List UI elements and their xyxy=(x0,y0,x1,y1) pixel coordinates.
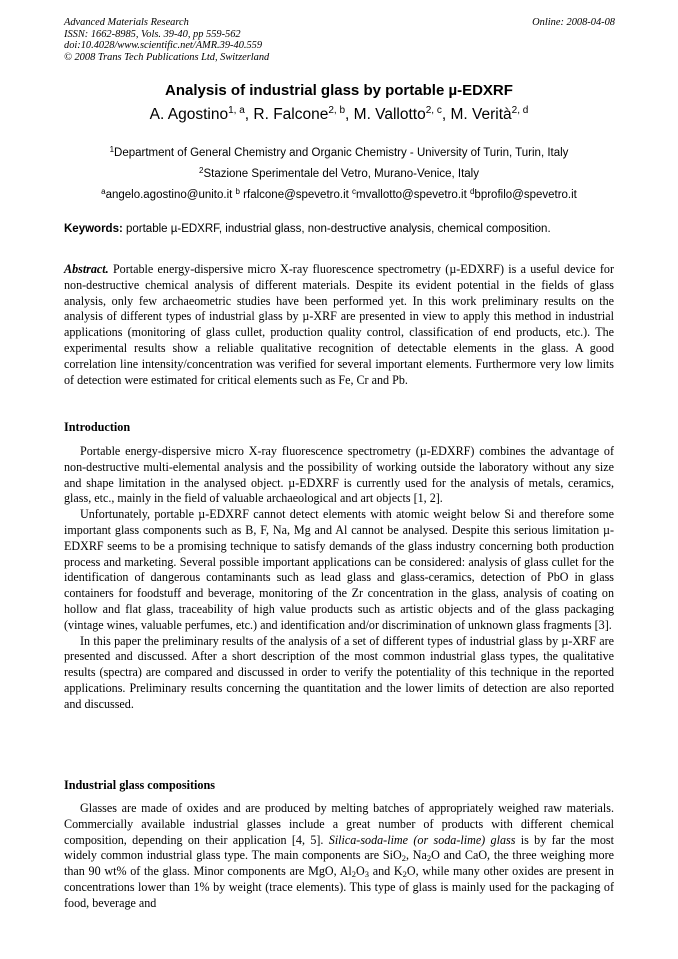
email-address[interactable]: bprofilo@spevetro.it xyxy=(474,189,577,201)
author-list xyxy=(64,104,614,126)
email-mark: c xyxy=(352,187,357,196)
email-mark: a xyxy=(101,187,106,196)
email-mark: d xyxy=(469,187,475,196)
author-name: A. Agostino xyxy=(149,106,229,123)
text-run: O xyxy=(356,864,365,879)
affiliation-1 xyxy=(64,146,614,160)
compositions-body xyxy=(64,801,614,912)
journal-name: Advanced Materials Research xyxy=(64,17,189,28)
compositions-heading: Industrial glass compositions xyxy=(64,778,216,792)
subscript: 2 xyxy=(351,869,357,880)
email-address[interactable]: rfalcone@spevetro.it xyxy=(239,189,353,201)
author-name: M. Vallotto xyxy=(353,106,426,123)
text-run: and K xyxy=(369,864,403,879)
affiliation-text: Department of General Chemistry and Organic Chemistry - University of Turin, Turin, Italy xyxy=(114,147,569,159)
subscript: 3 xyxy=(364,869,370,880)
text-run: O, while many other oxides are present in concentrations lower than 1% by weight (trace elements). This type of glass is mainly used for the packaging of food, beverage and xyxy=(64,864,614,910)
keywords-text: portable µ-EDXRF, industrial glass, non-destructive analysis, chemical composition. xyxy=(122,223,551,235)
subscript: 2 xyxy=(426,853,432,864)
paragraph: In this paper the preliminary results of the analysis of a set of different types of industrial glass by µ-XRF are presented and discussed. After a short description of the most common industrial glass types, the qualitative results (spectra) are compared and discussed in order to verify the potentiality of this technique in the reported applications. Preliminary results concerning the quantitation and the lower limits of detection are also reported and discussed. xyxy=(64,633,614,711)
text-run: Glasses are made of oxides and are produced by melting batches of appropriately weighed raw materials. Commercially available industrial glasses include a great number of products with different chemical composition, depending on their application [4, 5]. xyxy=(64,801,614,847)
author-name: M. Verità xyxy=(450,106,512,123)
email-mark: b xyxy=(235,187,240,196)
abstract-text: Portable energy-dispersive micro X-ray fluorescence spectrometry (µ-EDXRF) is a useful device for non-destructive chemical analysis of different materials. Despite its evident potential in the fields of glass analysis, only few archaeometric studies have been performed yet. In this work preliminary results on the analysis of different types of industrial glass by µ-XRF are presented in view to apply this method in industrial applications (monitoring of glass cullet, production quality control, classification of end products, etc.). The experimental results show a reliable qualitative recognition of detectable elements in the glass. A good correlation line intensity/concentration was verified for several important elements. Furthermore very low limits of detection were estimated for critical elements such as Fe, Cr and Pb. xyxy=(64,262,614,387)
issn-line: ISSN: 1662-8985, Vols. 39-40, pp 559-562 xyxy=(64,28,241,40)
online-date: Online: 2008-04-08 xyxy=(532,17,615,28)
text-run: , Na xyxy=(405,848,427,863)
paragraph xyxy=(64,801,614,912)
text-run: is by far the most widely common industrial glass type. The main components are SiO xyxy=(64,832,614,863)
keywords-line xyxy=(64,222,614,236)
subscript: 2 xyxy=(401,853,406,864)
journal-header xyxy=(64,17,484,63)
paragraph: Portable energy-dispersive micro X-ray fluorescence spectrometry (µ-EDXRF) combines the advantage of non-destructive multi-elemental analysis and the possibility of working outside the laboratory without any size and shape limitation in the analysed object. µ-EDXRF is currently used for the analysis of metals, ceramics, glass, etc., mainly in the field of valuable archaeological and art objects [1, 2]. xyxy=(64,444,614,506)
affiliation-mark: 1 xyxy=(109,145,115,154)
paragraph: Unfortunately, portable µ-EDXRF cannot detect elements with atomic weight below Si and therefore some important glass components such as B, F, Na, Mg and Al cannot be analysed. Despite this serious limitation µ-EDXRF seems to be a promising technique to satisfy demands of the glass industry concerning both production process and marketing. Several possible important applications can be considered: analysis of glass cullet for the identification of dangerous contaminants such as lead glass and glass-ceramics, detection of PbO in glass containers for foodstuff and beverage, monitoring of the Zr concentration in the glass, analysis of coating on hollow and flat glass, traceability of high value products such as artistic objects and of the glass packaging (vintage wines, valuable perfumes, etc.) and identification and/or discrimination of unknown glass fragments [3]. xyxy=(64,507,614,632)
affiliation-2 xyxy=(64,167,614,181)
doi-line: doi:10.4028/www.scientific.net/AMR.39-40.559 xyxy=(64,40,263,51)
copyright-line: © 2008 Trans Tech Publications Ltd, Switzerland xyxy=(64,51,270,63)
paper-title: Analysis of industrial glass by portable µ-EDXRF xyxy=(165,82,513,99)
affiliation-mark: 2 xyxy=(199,166,204,175)
affiliation-text: Stazione Sperimentale del Vetro, Murano-Venice, Italy xyxy=(203,168,479,180)
author-separator: , xyxy=(244,106,254,123)
text-run: O and CaO, the three weighing more than 90 wt% of the glass. Minor components are MgO, Al xyxy=(64,848,614,879)
introduction-body xyxy=(64,444,614,713)
abstract xyxy=(64,262,614,388)
email-address[interactable]: angelo.agostino@unito.it xyxy=(105,189,236,201)
author-affiliation-mark: 2, d xyxy=(511,105,529,116)
author-affiliation-mark: 2, b xyxy=(328,105,346,116)
italic-term: Silica-soda-lime (or soda-lime) glass xyxy=(328,832,516,847)
email-list xyxy=(64,188,614,202)
email-address[interactable]: mvallotto@spevetro.it xyxy=(356,189,470,201)
author-separator: , xyxy=(441,106,451,123)
keywords-label: Keywords: xyxy=(64,223,123,235)
subscript: 2 xyxy=(402,869,407,880)
author-affiliation-mark: 2, c xyxy=(425,105,442,116)
author-affiliation-mark: 1, a xyxy=(228,105,245,116)
author-name: R. Falcone xyxy=(253,106,329,123)
introduction-heading: Introduction xyxy=(64,420,131,434)
author-separator: , xyxy=(345,106,354,123)
abstract-label: Abstract. xyxy=(64,262,109,276)
